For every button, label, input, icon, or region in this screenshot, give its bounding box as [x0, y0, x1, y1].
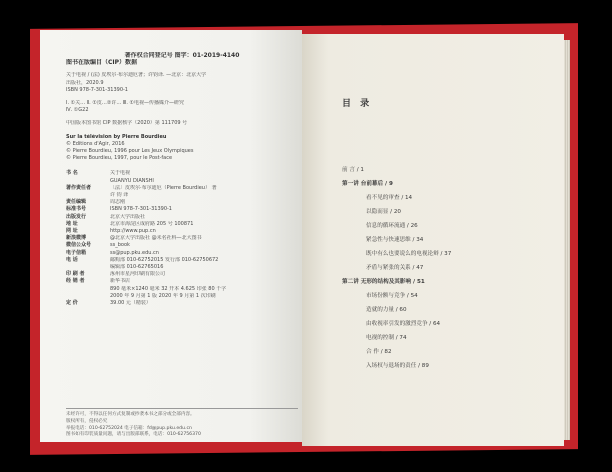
imprint-key: 微信公众号: [66, 242, 92, 249]
imprint-row: [66, 192, 298, 199]
imprint-value: 2000 年 9 月第 1 版 2020 年 9 月第 1 次印刷: [110, 292, 216, 299]
copyright-footer: [66, 408, 298, 439]
toc-chapter: 第一讲 台前幕后 / 9: [342, 181, 393, 187]
imprint-row: [66, 228, 298, 235]
imprint-row: [66, 271, 298, 278]
imprint-key: [66, 293, 110, 300]
imprint-row: [66, 199, 298, 206]
imprint-key: 印 刷 者: [66, 271, 85, 278]
imprint-key: [66, 178, 110, 185]
cip-line: Ⅰ. ①关… Ⅱ. ①皮…②许… Ⅲ. ①电视—传播媒介—研究: [66, 100, 185, 107]
imprint-value: ISBN 978-7-301-31390-1: [110, 206, 172, 213]
source-line: © Pierre Bourdieu, 1996 pour Les Jeux Olympiques: [66, 148, 194, 155]
imprint-row: [66, 206, 298, 213]
imprint-key: 定 价: [66, 300, 78, 307]
imprint-value: 编辑部 010-62765016: [110, 264, 164, 271]
source-line: Sur la télévision by Pierre Bourdieu: [66, 133, 167, 140]
imprint-key: 新浪微博: [66, 235, 87, 242]
toc-section: 由收视率引发的激烈竞争 / 64: [366, 321, 441, 327]
imprint-value: 北京市海淀区成府路 205 号 100871: [110, 220, 194, 227]
imprint-key: 标准书号: [66, 206, 87, 213]
imprint-value: 39.00 元（精装）: [110, 300, 151, 307]
footer-line: 版权所有，侵权必究: [66, 418, 108, 424]
imprint-value: @北京大学出版社 @未名社科—北大图书: [110, 235, 202, 242]
imprint-value: 许 钧 译: [110, 192, 129, 199]
imprint-value: ss_book: [110, 242, 130, 249]
imprint-row: [66, 185, 298, 192]
source-line: © Pierre Bourdieu, 1997, pour le Post-face: [66, 155, 173, 162]
cip-block: [66, 52, 298, 307]
footer-line: 举报电话：010-62752024 电子信箱：fd@pup.pku.edu.cn: [66, 425, 192, 431]
cip-line: Ⅳ. ①G22: [66, 107, 89, 114]
imprint-row: [66, 278, 298, 285]
imprint-row: [66, 235, 298, 242]
toc-chapter: 前 言 / 1: [342, 167, 364, 173]
toc-section: 紧急性与快速思维 / 34: [366, 237, 424, 243]
imprint-value: 邮购部 010-62752015 发行部 010-62750672: [110, 256, 219, 263]
imprint-key: 电 话: [66, 256, 78, 263]
imprint-row: [66, 242, 298, 249]
toc-section: 入场权与退场的责任 / 89: [366, 363, 429, 369]
imprint-key: 网 址: [66, 228, 78, 235]
imprint-key: 经 销 者: [66, 278, 85, 285]
toc-section: 看不见的审查 / 14: [366, 195, 413, 201]
imprint-value: 北京大学出版社: [110, 213, 146, 220]
imprint-key: 地 址: [66, 220, 78, 227]
imprint-row: [66, 264, 298, 271]
cip-line: 关于电视 / (法) 皮埃尔·布尔迪厄著；许钧译. —北京：北京大学: [66, 72, 207, 79]
imprint-key: 著作责任者: [66, 184, 92, 191]
imprint-row: [66, 170, 298, 177]
imprint-value: 890 毫米×1240 毫米 32 开本 4.625 印张 80 千字: [110, 285, 227, 292]
imprint-row: [66, 214, 298, 221]
imprint-key: 责任编辑: [66, 199, 87, 206]
imprint-value: 〔法〕皮埃尔·布尔迪厄（Pierre Bourdieu） 著: [110, 184, 217, 191]
imprint-value: 周志刚: [110, 199, 126, 206]
imprint-row: [66, 286, 298, 293]
toc-section: 信息的循环流通 / 26: [366, 223, 418, 229]
toc-section: 造就的力量 / 60: [366, 307, 407, 313]
toc-chapter: 第二讲 无形的结构及其影响 / 51: [342, 279, 425, 285]
imprint-value: 新华书店: [110, 278, 131, 285]
imprint-value: 关于电视: [110, 170, 131, 177]
toc-section: 电视的控制 / 74: [366, 335, 407, 341]
imprint-value: GUANYU DIANSHI: [110, 177, 154, 184]
toc-section: 市场份额与竞争 / 54: [366, 293, 418, 299]
imprint-key: [66, 286, 110, 293]
toc-list: [342, 163, 554, 373]
toc-section: 矛盾与紧张的关系 / 47: [366, 265, 424, 271]
contract-number: 著作权合同登记号 图字：01-2019-4140: [124, 52, 240, 59]
imprint-row: [66, 257, 298, 264]
copyright-page: [40, 30, 302, 442]
cip-line: 出版社，2020.9: [66, 79, 104, 86]
imprint-value: ss@pup.pku.edu.cn: [110, 249, 159, 256]
toc-title: 目 录: [342, 99, 373, 109]
table-of-contents: [342, 96, 554, 373]
cip-heading: 图书在版编目（CIP）数据: [66, 59, 138, 67]
imprint-key: 出版发行: [66, 213, 87, 220]
cip-line: ISBN 978-7-301-31390-1: [66, 86, 128, 93]
imprint-row: [66, 221, 298, 228]
toc-section: 既中有么也要说么的电视论辩 / 37: [366, 251, 452, 257]
imprint-key: 书 名: [66, 170, 78, 177]
footer-line: 未经许可，不得以任何方式复制或抄袭本书之部分或全部内容。: [66, 412, 195, 417]
imprint-row: [66, 293, 298, 300]
imprint-table: [66, 170, 298, 307]
imprint-row: [66, 250, 298, 257]
toc-section: 以隐而显 / 20: [366, 209, 401, 215]
source-line: © Éditions d'Agir, 2016: [66, 140, 125, 147]
toc-section: 合 作 / 82: [366, 349, 392, 355]
imprint-value: 涿州市星河印刷有限公司: [110, 271, 166, 278]
imprint-value: http://www.pup.cn: [110, 228, 156, 235]
cip-line: 中国版本图书馆 CIP 数据核字（2020）第 111709 号: [66, 120, 188, 127]
contents-page: [302, 34, 564, 446]
imprint-row: [66, 178, 298, 185]
imprint-key: 电子信箱: [66, 249, 87, 256]
footer-line: 图书如有印装质量问题，请与出版部联系，电话：010-62756370: [66, 432, 201, 438]
imprint-row: [66, 300, 298, 307]
